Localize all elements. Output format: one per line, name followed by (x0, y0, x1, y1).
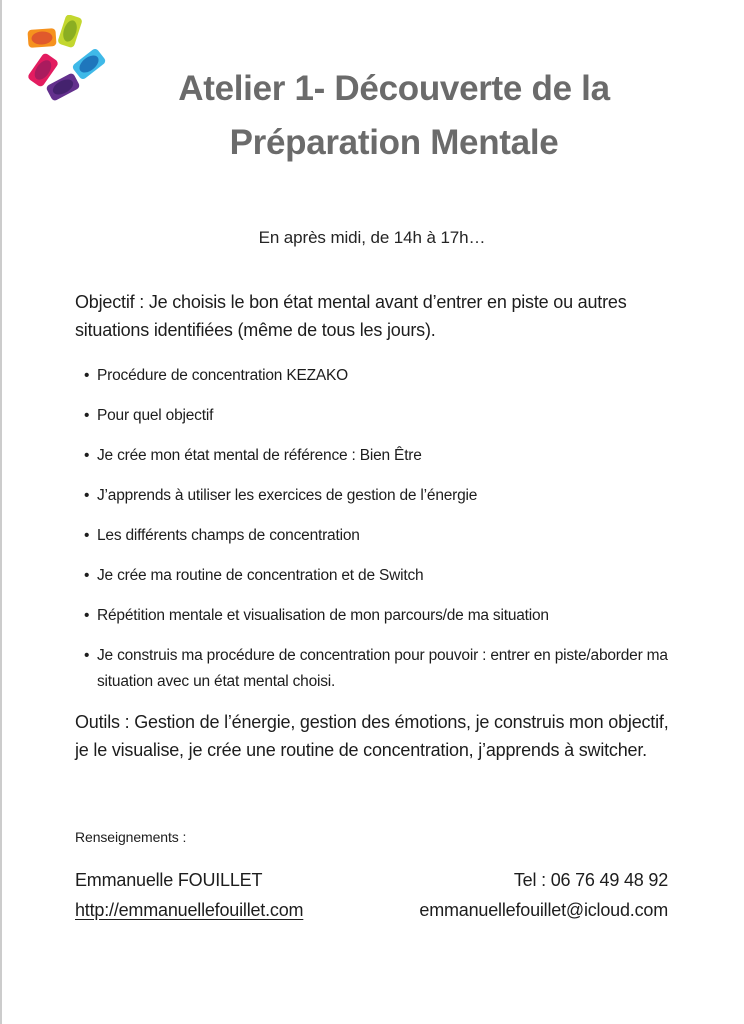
page-left-edge (0, 0, 2, 1024)
contact-block (75, 865, 668, 925)
list-item: • Les différents champs de concentration (84, 523, 690, 549)
objective-paragraph: Objectif : Je choisis le bon état mental avant d’entrer en piste ou autres situations identifiées (même de tous les jours). (75, 292, 627, 340)
list-item: • Procédure de concentration KEZAKO (84, 363, 690, 389)
contact-right-column (419, 865, 668, 925)
list-item: • Je construis ma procédure de concentration pour pouvoir : entrer en piste/aborder ma situation avec un état mental choisi. (84, 643, 690, 695)
list-item: • Pour quel objectif (84, 403, 690, 429)
contact-left-column (75, 865, 303, 925)
page-title-line-2: Préparation Mentale (229, 123, 559, 162)
info-label: Renseignements : (75, 829, 187, 845)
contact-email: emmanuellefouillet@icloud.com (419, 900, 668, 920)
list-item: • Répétition mentale et visualisation de mon parcours/de ma situation (84, 603, 690, 629)
contact-name: Emmanuelle FOUILLET (75, 870, 263, 890)
page-title-line-1: Atelier 1- Découverte de la (178, 69, 610, 108)
logo-shape-orange (27, 28, 56, 48)
schedule-subtitle: En après midi, de 14h à 17h… (258, 228, 486, 247)
list-item: • J’apprends à utiliser les exercices de gestion de l’énergie (84, 483, 690, 509)
website-link[interactable]: http://emmanuellefouillet.com (75, 900, 304, 920)
logo-shape-green (57, 15, 83, 48)
list-item: • Je crée mon état mental de référence : Bien Être (84, 443, 690, 469)
tools-paragraph: Outils : Gestion de l’énergie, gestion des émotions, je construis mon objectif, je le visualise, je crée une routine de concentration, j’apprends à switcher. (75, 712, 669, 760)
page-title (48, 62, 740, 170)
contact-phone: Tel : 06 76 49 48 92 (513, 870, 668, 890)
list-item: • Je crée ma routine de concentration et de Switch (84, 563, 690, 589)
workshop-topics-list (84, 363, 690, 709)
